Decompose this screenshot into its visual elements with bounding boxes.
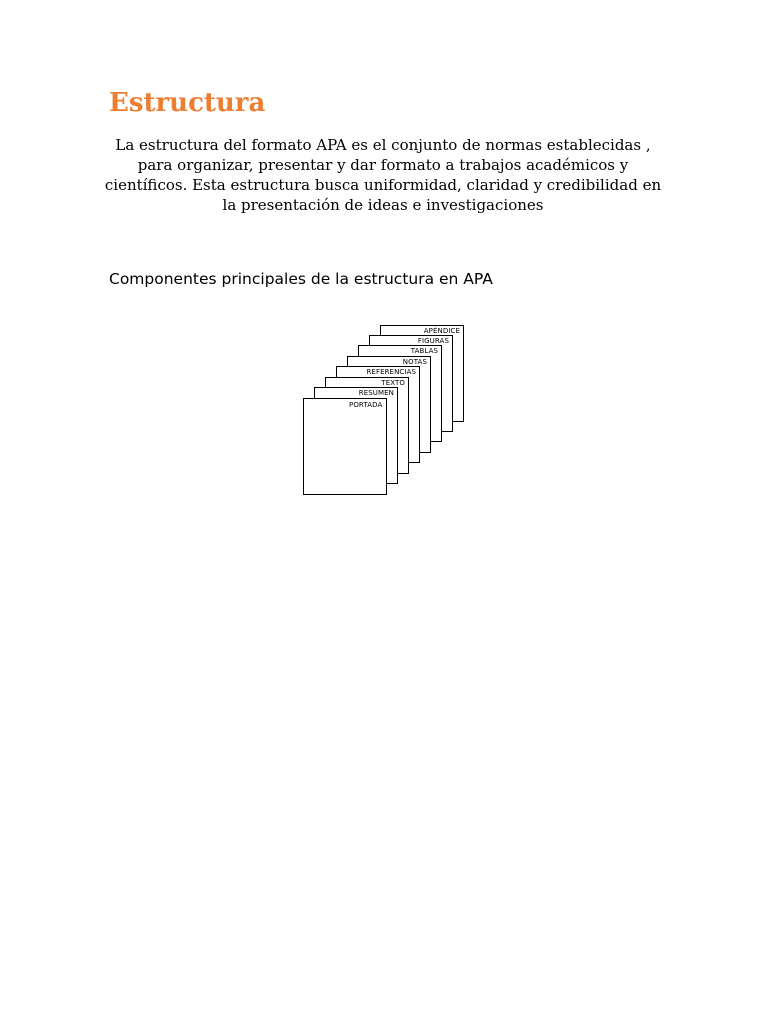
sheet-label: RESUMEN: [358, 389, 394, 397]
sheet-label: TABLAS: [410, 347, 438, 355]
sheet-label: TEXTO: [381, 379, 405, 387]
section-subtitle: Componentes principales de la estructura en APA: [109, 270, 493, 288]
sheet-label: APÉNDICE: [423, 327, 460, 335]
page-title: Estructura: [109, 88, 266, 118]
sheet-label: REFERENCIAS: [366, 368, 416, 376]
sheet-label: NOTAS: [402, 358, 427, 366]
sheet-label: FIGURAS: [417, 337, 449, 345]
sheet-label: PORTADA: [349, 401, 383, 409]
intro-paragraph: La estructura del formato APA es el conjunto de normas establecidas , para organizar, presentar y dar formato a trabajos académicos y científicos. Esta estructura busca uniformidad, claridad y credibilidad en la presentación de ideas e investigaciones: [104, 136, 662, 214]
sheet-portada: [303, 398, 387, 495]
